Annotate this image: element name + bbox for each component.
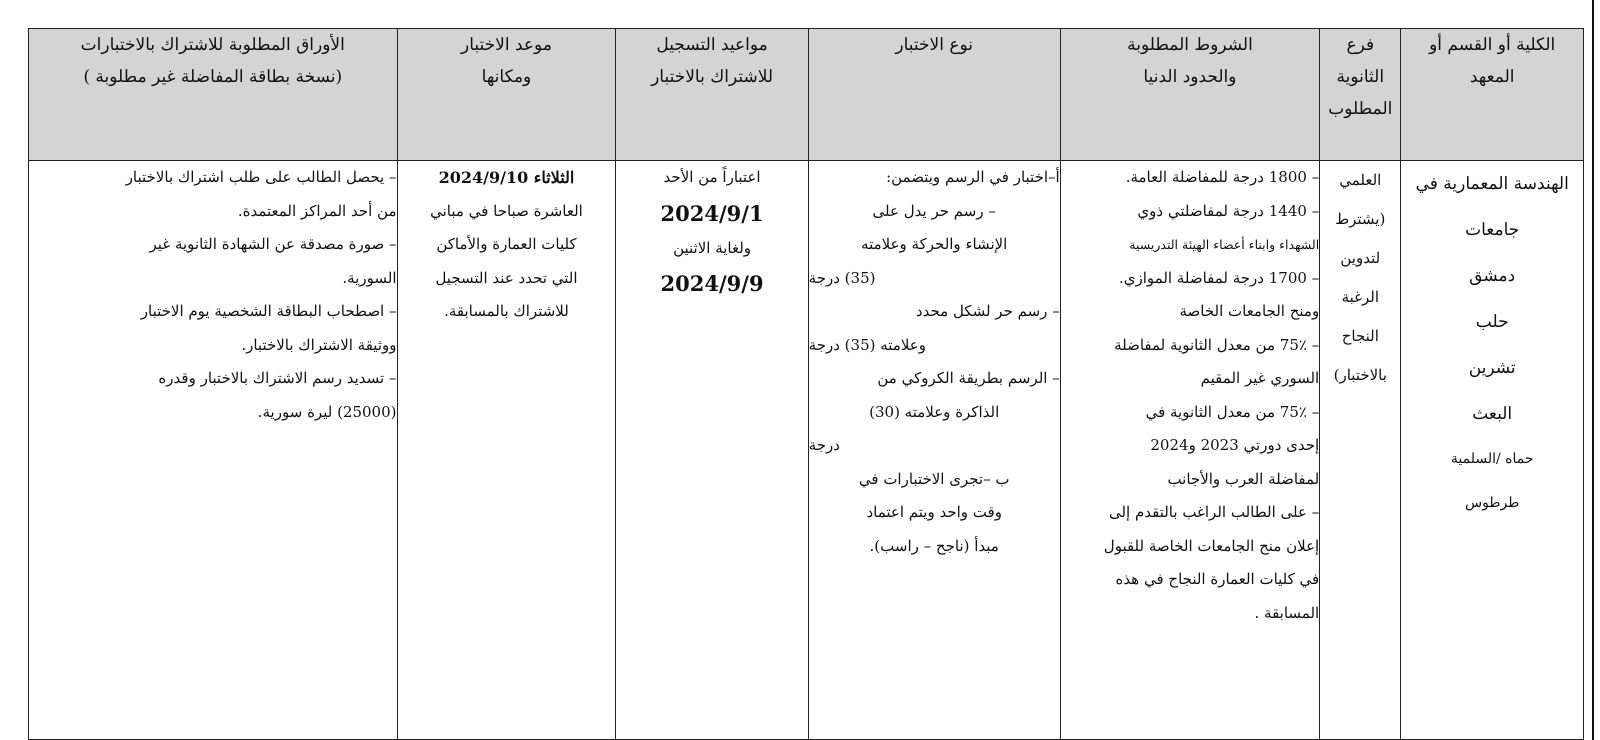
header-branch: فرع الثانوية المطلوب [1320,29,1401,161]
cell-conditions: – 1800 درجة للمفاضلة العامة. – 1440 درجة لمفاضلتي ذوي الشهداء وابناء أعضاء الهيئة التدريسية – 1700 درجة لمفاضلة الموازي. ومنح الجامعات الخاصة – 75٪ من معدل الثانوية لمفاضلة السوري غير المقيم – 75٪ من معدل الثانوية في إحدى دورتي 2023 و2024 لمفاضلة العرب والأجانب – على الطالب الراغب بالتقدم إلى إعلان منح الجامعات الخاصة للقبول في كليات العمارة النجاح في هذه المسابقة . [1060,161,1320,740]
header-row [29,29,1584,161]
header-exam-type: نوع الاختبار [808,29,1060,161]
table-row [29,161,1584,740]
header-exam-time: موعد الاختبار ومكانها [397,29,616,161]
cell-exam-type: أ–اختبار في الرسم ويتضمن: – رسم حر يدل على الإنشاء والحركة وعلامته (35) درجة – رسم حر لشكل محدد وعلامته (35) درجة – الرسم بطريقة الكروكي من الذاكرة وعلامته (30) درجة ب –تجرى الاختبارات في وقت واحد ويتم اعتماد مبدأ (ناجح – راسب). [808,161,1060,740]
cell-branch: العلمي (يشترط لتدوين الرغبة النجاح بالاختبار) [1320,161,1401,740]
header-faculty: الكلية أو القسم أو المعهد [1401,29,1584,161]
header-papers: الأوراق المطلوبة للاشتراك بالاختبارات (نسخة بطاقة المفاضلة غير مطلوبة ) [29,29,398,161]
cell-registration: اعتباراً من الأحد 2024/9/1 ولغاية الاثنين 2024/9/9 [616,161,808,740]
page-border-line [1592,0,1594,740]
cell-faculty: الهندسة المعمارية في جامعات دمشق حلب تشرين البعث حماه /السلمية طرطوس [1401,161,1584,740]
cell-exam-time: الثلاثاء 2024/9/10 العاشرة صباحا في مباني كليات العمارة والأماكن التي تحدد عند التسجيل للاشتراك بالمسابقة. [397,161,616,740]
admission-requirements-table [28,28,1584,740]
header-conditions: الشروط المطلوبة والحدود الدنيا [1060,29,1320,161]
cell-papers: – يحصل الطالب على طلب اشتراك بالاختبار من أحد المراكز المعتمدة. – صورة مصدقة عن الشهادة الثانوية غير السورية. – اصطحاب البطاقة الشخصية يوم الاختبار ووثيقة الاشتراك بالاختبار. – تسديد رسم الاشتراك بالاختبار وقدره (25000) ليرة سورية. [29,161,398,740]
header-registration: مواعيد التسجيل للاشتراك بالاختبار [616,29,808,161]
